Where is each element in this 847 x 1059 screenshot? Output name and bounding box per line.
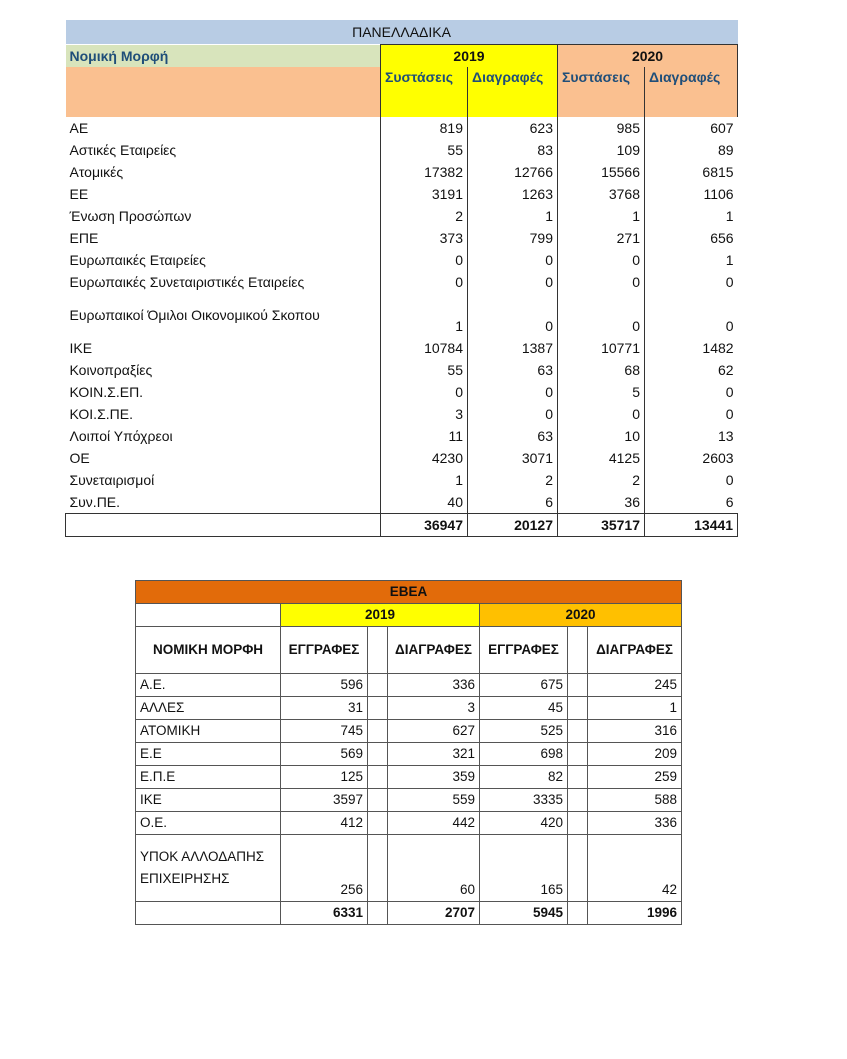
cell-value: 3 [388,697,480,720]
cell-value: 209 [588,743,682,766]
cell-value: 0 [645,381,738,403]
sub-header: ΔΙΑΓΡΑΦΕΣ [588,627,682,674]
cell-value: 0 [558,293,645,337]
row-name: ΥΠΟΚ ΑΛΛΟΔΑΠΗΣ ΕΠΙΧΕΙΡΗΣΗΣ [136,835,281,902]
cell-value: 0 [645,403,738,425]
table-row [66,491,738,514]
cell-value: 596 [281,674,368,697]
cell-value: 3335 [480,789,568,812]
gap-cell [368,674,388,697]
total-label [136,902,281,925]
table-row [66,447,738,469]
row-name: ΑΤΟΜΙΚΗ [136,720,281,743]
table-row [66,271,738,293]
table-row [136,812,682,835]
cell-value: 1387 [468,337,558,359]
cell-value: 60 [388,835,480,902]
row-name: ΑΕ [69,120,89,136]
table-row [136,789,682,812]
row-name: ΚΟΙ.Σ.ΠΕ. [69,406,133,422]
cell-value: 525 [480,720,568,743]
table-row [66,403,738,425]
cell-value: 316 [588,720,682,743]
column-label: Νομική Μορφή [66,45,381,68]
gap-cell [368,766,388,789]
row-name: Συν.ΠΕ. [69,494,121,510]
cell-value: 559 [388,789,480,812]
cell-value: 336 [588,812,682,835]
gap-cell [568,743,588,766]
cell-value: 259 [588,766,682,789]
table-row [136,674,682,697]
cell-value: 83 [468,139,558,161]
cell-value: 675 [480,674,568,697]
total: 13441 [645,514,738,537]
table-row [66,139,738,161]
cell-value: 6 [645,491,738,514]
cell-value: 13 [645,425,738,447]
year-2020: 2020 [558,45,738,68]
cell-value: 0 [558,249,645,271]
gap-cell [368,789,388,812]
cell-value: 55 [381,359,468,381]
table-row [66,469,738,491]
gap-cell [368,812,388,835]
cell-value: 3071 [468,447,558,469]
table-row [136,766,682,789]
cell-value: 0 [645,469,738,491]
cell-value: 11 [381,425,468,447]
table-row [66,381,738,403]
total: 5945 [480,902,568,925]
gap-cell [568,627,588,674]
cell-value: 1 [381,293,468,337]
cell-value: 63 [468,425,558,447]
cell-value: 63 [468,359,558,381]
table-row [66,425,738,447]
row-name: ΑΛΛΕΣ [136,697,281,720]
gap-cell [368,627,388,674]
gap-cell [568,697,588,720]
cell-value: 4230 [381,447,468,469]
cell-value: 6815 [645,161,738,183]
row-name: Ευρωπαικές Συνεταιριστικές Εταιρείες [69,274,305,290]
gap-cell [568,674,588,697]
cell-value: 256 [281,835,368,902]
cell-value: 0 [381,249,468,271]
sub-header: ΕΓΓΡΑΦΕΣ [480,627,568,674]
cell-value: 55 [381,139,468,161]
cell-value: 420 [480,812,568,835]
cell-value: 0 [645,293,738,337]
gap-cell [368,697,388,720]
cell-value: 745 [281,720,368,743]
row-name: Ατομικές [69,164,124,180]
sub-header: Διαγραφές [645,67,738,117]
cell-value: 5 [558,381,645,403]
cell-value: 68 [558,359,645,381]
cell-value: 15566 [558,161,645,183]
cell-value: 607 [645,117,738,139]
gap-cell [568,812,588,835]
gap-cell [568,720,588,743]
cell-value: 321 [388,743,480,766]
year-2019: 2019 [381,45,558,68]
table-row [136,720,682,743]
row-name: Α.Ε. [136,674,281,697]
cell-value: 0 [468,249,558,271]
cell-value: 623 [468,117,558,139]
cell-value: 10 [558,425,645,447]
cell-value: 1 [381,469,468,491]
table-row [66,337,738,359]
row-name: Ε.Ε [136,743,281,766]
cell-value: 698 [480,743,568,766]
cell-value: 3 [381,403,468,425]
table-row [66,205,738,227]
total: 6331 [281,902,368,925]
cell-value: 42 [588,835,682,902]
cell-value: 1106 [645,183,738,205]
row-name: Ένωση Προσώπων [69,208,192,224]
cell-value: 45 [480,697,568,720]
cell-value: 819 [381,117,468,139]
cell-value: 1263 [468,183,558,205]
cell-value: 10784 [381,337,468,359]
cell-value: 3597 [281,789,368,812]
cell-value: 0 [468,271,558,293]
cell-value: 109 [558,139,645,161]
table-row [66,249,738,271]
gap-cell [568,902,588,925]
cell-value: 985 [558,117,645,139]
gap-cell [368,902,388,925]
cell-value: 1 [558,205,645,227]
header-blank [136,604,281,627]
table-row [66,227,738,249]
table-row [136,743,682,766]
cell-value: 656 [645,227,738,249]
cell-value: 1 [588,697,682,720]
cell-value: 10771 [558,337,645,359]
table-title: ΠΑΝΕΛΛΑΔΙΚΑ [66,20,738,45]
sub-header: ΔΙΑΓΡΑΦΕΣ [388,627,480,674]
cell-value: 1 [645,205,738,227]
cell-value: 0 [558,271,645,293]
total: 36947 [381,514,468,537]
row-name: ΚΟΙΝ.Σ.ΕΠ. [69,384,144,400]
cell-value: 3768 [558,183,645,205]
table-row [66,183,738,205]
table-row [136,697,682,720]
cell-value: 89 [645,139,738,161]
cell-value: 82 [480,766,568,789]
cell-value: 1 [645,249,738,271]
table-row [66,293,738,337]
cell-value: 569 [281,743,368,766]
cell-value: 40 [381,491,468,514]
gap-cell [568,789,588,812]
column-label: ΝΟΜΙΚΗ ΜΟΡΦΗ [136,627,281,674]
year-2020: 2020 [480,604,682,627]
gap-cell [368,720,388,743]
cell-value: 1 [468,205,558,227]
cell-value: 271 [558,227,645,249]
row-name: Συνεταιρισμοί [69,472,155,488]
ebea-table [135,580,682,925]
total: 35717 [558,514,645,537]
cell-value: 442 [388,812,480,835]
cell-value: 31 [281,697,368,720]
row-name: Κοινοπραξίες [69,362,153,378]
cell-value: 0 [381,271,468,293]
cell-value: 2603 [645,447,738,469]
gap-cell [568,835,588,902]
cell-value: 336 [388,674,480,697]
gap-cell [368,835,388,902]
cell-value: 0 [468,293,558,337]
cell-value: 627 [388,720,480,743]
cell-value: 6 [468,491,558,514]
totals-row [136,902,682,925]
sub-header: Διαγραφές [468,67,558,117]
sub-header: Συστάσεις [381,67,468,117]
cell-value: 0 [468,403,558,425]
cell-value: 359 [388,766,480,789]
header-blank [66,67,381,117]
row-name: Λοιποί Υπόχρεοι [69,428,173,444]
row-name: Ο.Ε. [136,812,281,835]
table-row [66,359,738,381]
row-name: Ευρωπαικοί Όμιλοι Οικονομικού Σκοπου [69,307,320,323]
cell-value: 4125 [558,447,645,469]
cell-value: 17382 [381,161,468,183]
table-row [136,835,682,902]
totals-row [66,514,738,537]
row-name: Ευρωπαικές Εταιρείες [69,252,206,268]
cell-value: 588 [588,789,682,812]
cell-value: 0 [645,271,738,293]
cell-value: 125 [281,766,368,789]
cell-value: 1482 [645,337,738,359]
table-row [66,161,738,183]
cell-value: 2 [558,469,645,491]
cell-value: 373 [381,227,468,249]
panelladika-table [65,20,738,537]
row-name: ΕΠΕ [69,230,99,246]
gap-cell [368,743,388,766]
cell-value: 3191 [381,183,468,205]
sub-header: ΕΓΓΡΑΦΕΣ [281,627,368,674]
cell-value: 412 [281,812,368,835]
cell-value: 36 [558,491,645,514]
total: 20127 [468,514,558,537]
total: 2707 [388,902,480,925]
year-2019: 2019 [281,604,480,627]
gap-cell [568,766,588,789]
cell-value: 245 [588,674,682,697]
cell-value: 0 [381,381,468,403]
cell-value: 799 [468,227,558,249]
cell-value: 62 [645,359,738,381]
row-name: ΕΕ [69,186,89,202]
row-name: ΙΚΕ [136,789,281,812]
sub-header: Συστάσεις [558,67,645,117]
cell-value: 0 [558,403,645,425]
total: 1996 [588,902,682,925]
cell-value: 12766 [468,161,558,183]
table-title: ΕΒΕΑ [136,581,682,604]
total-label [66,514,381,537]
row-name: ΙΚΕ [69,340,93,356]
cell-value: 2 [468,469,558,491]
cell-value: 0 [468,381,558,403]
row-name: Ε.Π.Ε [136,766,281,789]
table-row [66,117,738,139]
row-name: ΟΕ [69,450,90,466]
cell-value: 2 [381,205,468,227]
row-name: Αστικές Εταιρείες [69,142,177,158]
cell-value: 165 [480,835,568,902]
